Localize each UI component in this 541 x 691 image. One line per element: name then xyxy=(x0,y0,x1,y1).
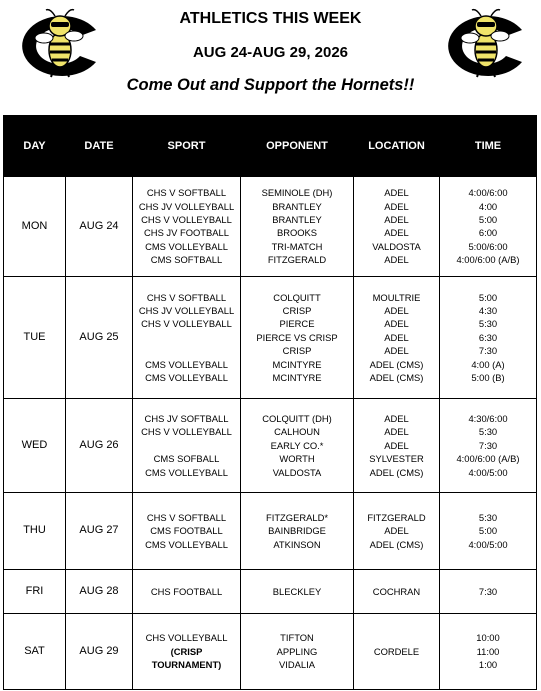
opponent-line: CALHOUN xyxy=(274,426,320,438)
time-line: 4:30 xyxy=(478,305,498,317)
opponent-lines xyxy=(266,511,328,551)
opponent-line: SEMINOLE (DH) xyxy=(261,187,333,199)
location-cell xyxy=(354,177,440,277)
time-line: 1:00 xyxy=(478,659,498,671)
sport-cell xyxy=(133,570,241,614)
col-header-day: DAY xyxy=(4,116,66,177)
sport-cell xyxy=(133,614,241,690)
col-header-sport: SPORT xyxy=(133,116,241,177)
sport-line: TOURNAMENT) xyxy=(151,659,222,671)
location-line: COCHRAN xyxy=(372,585,421,597)
location-line: SYLVESTER xyxy=(369,453,424,465)
opponent-line: COLQUITT (DH) xyxy=(262,413,332,425)
col-header-date: DATE xyxy=(66,116,133,177)
location-cell xyxy=(354,570,440,614)
sport-line: CHS V SOFTBALL xyxy=(146,187,227,199)
location-cell xyxy=(354,614,440,690)
location-line xyxy=(374,658,419,671)
time-line: 4:00/6:00 xyxy=(468,187,508,199)
date-cell: AUG 29 xyxy=(66,614,133,690)
schedule-table xyxy=(3,115,537,690)
location-line: ADEL xyxy=(384,214,409,226)
location-line xyxy=(374,631,419,644)
opponent-line: CRISP xyxy=(282,345,312,357)
slogan: Come Out and Support the Hornets!! xyxy=(126,76,415,94)
opponent-line: BAINBRIDGE xyxy=(268,525,326,537)
sport-lines xyxy=(146,631,228,671)
sport-line: CMS VOLLEYBALL xyxy=(145,240,228,252)
opponent-line: APPLING xyxy=(276,645,318,657)
sport-line: CHS FOOTBALL xyxy=(150,585,223,597)
opponent-lines xyxy=(256,291,337,385)
time-line: 4:00/5:00 xyxy=(468,466,508,478)
table-row xyxy=(4,177,537,277)
location-line: MOULTRIE xyxy=(372,291,421,303)
time-line: 5:00/6:00 xyxy=(468,240,508,252)
location-line: ADEL xyxy=(384,413,409,425)
time-cell xyxy=(440,614,537,690)
location-lines xyxy=(370,291,424,385)
sport-line: CHS V SOFTBALL xyxy=(146,291,227,303)
day-cell: THU xyxy=(4,493,66,570)
time-line: 4:00/6:00 (A/B) xyxy=(456,254,520,266)
opponent-lines xyxy=(262,412,332,479)
location-line: CORDELE xyxy=(373,645,420,657)
location-cell xyxy=(354,399,440,493)
opponent-cell xyxy=(241,399,354,493)
time-lines xyxy=(476,631,499,671)
time-line: 6:30 xyxy=(478,331,498,343)
time-line: 5:30 xyxy=(478,318,498,330)
sport-cell xyxy=(133,177,241,277)
time-cell xyxy=(440,277,537,399)
opponent-line: CRISP xyxy=(282,305,312,317)
time-line: 10:00 xyxy=(476,632,500,644)
time-line: 4:00 xyxy=(478,200,498,212)
opponent-cell xyxy=(241,177,354,277)
opponent-line: ATKINSON xyxy=(273,538,321,550)
sport-lines xyxy=(139,291,234,385)
time-line: 6:00 xyxy=(478,227,498,239)
location-line: ADEL xyxy=(384,200,409,212)
location-line: ADEL xyxy=(384,254,409,266)
time-lines xyxy=(479,585,497,598)
time-lines xyxy=(456,186,519,266)
sport-line: CHS JV VOLLEYBALL xyxy=(138,200,235,212)
opponent-line: BRANTLEY xyxy=(272,200,322,212)
page-title: ATHLETICS THIS WEEK xyxy=(179,10,362,27)
opponent-line: BLECKLEY xyxy=(272,585,322,597)
location-line: ADEL (CMS) xyxy=(369,466,424,478)
table-row xyxy=(4,570,537,614)
time-lines xyxy=(468,511,507,551)
time-lines xyxy=(471,291,504,385)
location-line: VALDOSTA xyxy=(372,240,421,252)
location-lines xyxy=(374,631,419,671)
opponent-line: VIDALIA xyxy=(279,659,315,671)
date-cell: AUG 28 xyxy=(66,570,133,614)
sport-lines xyxy=(139,186,234,266)
sport-line: CHS VOLLEYBALL xyxy=(145,632,228,644)
location-line: ADEL xyxy=(384,426,409,438)
sport-line: CMS VOLLEYBALL xyxy=(145,371,228,383)
location-line: ADEL xyxy=(384,187,409,199)
time-cell xyxy=(440,399,537,493)
day-cell: SAT xyxy=(4,614,66,690)
table-row xyxy=(4,614,537,690)
time-line: 4:00/6:00 (A/B) xyxy=(456,453,520,465)
sport-line: CMS VOLLEYBALL xyxy=(145,466,228,478)
opponent-line: PIERCE VS CRISP xyxy=(256,331,338,343)
table-row xyxy=(4,493,537,570)
time-cell xyxy=(440,177,537,277)
sport-line: CHS JV FOOTBALL xyxy=(144,227,229,239)
time-line: 5:30 xyxy=(478,426,498,438)
col-header-location: LOCATION xyxy=(354,116,440,177)
sport-lines xyxy=(151,585,222,598)
location-lines xyxy=(369,412,424,479)
day-cell: WED xyxy=(4,399,66,493)
sport-line: (CRISP xyxy=(170,645,203,657)
sport-cell xyxy=(133,493,241,570)
time-line: 4:00 (A) xyxy=(471,358,505,370)
time-line: 5:00 (B) xyxy=(471,371,505,383)
location-cell xyxy=(354,277,440,399)
location-line: ADEL (CMS) xyxy=(369,538,424,550)
opponent-line: BRANTLEY xyxy=(272,214,322,226)
time-lines xyxy=(456,412,519,479)
time-line: 5:00 xyxy=(478,291,498,303)
time-line: 5:00 xyxy=(478,214,498,226)
opponent-line: WORTH xyxy=(279,453,315,465)
date-cell: AUG 26 xyxy=(66,399,133,493)
location-line: ADEL xyxy=(384,331,409,343)
location-line: ADEL xyxy=(384,525,409,537)
location-line: FITZGERALD xyxy=(367,511,426,523)
time-line: 4:30/6:00 xyxy=(468,413,508,425)
opponent-lines xyxy=(262,186,333,266)
opponent-line: PIERCE xyxy=(279,318,315,330)
sport-line: CHS V SOFTBALL xyxy=(146,511,227,523)
date-cell: AUG 24 xyxy=(66,177,133,277)
location-line: ADEL xyxy=(384,227,409,239)
opponent-line: FITZGERALD xyxy=(267,254,327,266)
col-header-opponent: OPPONENT xyxy=(241,116,354,177)
time-cell xyxy=(440,493,537,570)
opponent-line: COLQUITT xyxy=(273,291,321,303)
page-header xyxy=(0,0,541,112)
opponent-lines xyxy=(277,631,318,671)
hornet-logo-right xyxy=(434,4,530,80)
sport-line: CMS VOLLEYBALL xyxy=(145,358,228,370)
opponent-line: TRI-MATCH xyxy=(271,240,323,252)
sport-line: CHS V VOLLEYBALL xyxy=(141,318,232,330)
location-lines xyxy=(367,511,425,551)
time-line: 5:00 xyxy=(478,525,498,537)
location-cell xyxy=(354,493,440,570)
location-line: ADEL xyxy=(384,345,409,357)
time-line: 5:30 xyxy=(478,511,498,523)
hornet-logo-left xyxy=(8,4,104,80)
col-header-time: TIME xyxy=(440,116,537,177)
time-line: 7:30 xyxy=(478,345,498,357)
location-line: ADEL xyxy=(384,305,409,317)
time-line: 4:00/5:00 xyxy=(468,538,508,550)
schedule-body xyxy=(4,177,537,690)
date-cell: AUG 27 xyxy=(66,493,133,570)
location-line: ADEL xyxy=(384,439,409,451)
time-line: 7:30 xyxy=(478,439,498,451)
location-line: ADEL xyxy=(384,318,409,330)
table-header-row xyxy=(4,116,537,177)
sport-line: CMS FOOTBALL xyxy=(150,525,223,537)
sport-line xyxy=(139,331,234,344)
sport-line: CHS V VOLLEYBALL xyxy=(141,214,232,226)
sport-cell xyxy=(133,399,241,493)
day-cell: TUE xyxy=(4,277,66,399)
opponent-line: VALDOSTA xyxy=(272,466,322,478)
sport-line: CHS JV SOFTBALL xyxy=(144,413,229,425)
date-cell: AUG 25 xyxy=(66,277,133,399)
sport-line: CMS SOFBALL xyxy=(153,453,220,465)
table-row xyxy=(4,277,537,399)
opponent-line: MCINTYRE xyxy=(272,371,322,383)
sport-line xyxy=(141,439,232,452)
sport-line: CMS VOLLEYBALL xyxy=(145,538,228,550)
opponent-cell xyxy=(241,493,354,570)
time-cell xyxy=(440,570,537,614)
date-range: AUG 24-AUG 29, 2026 xyxy=(192,44,349,61)
location-lines xyxy=(373,585,420,598)
location-lines xyxy=(372,186,421,266)
sport-line: CMS SOFTBALL xyxy=(150,254,223,266)
opponent-line: EARLY CO.* xyxy=(270,439,324,451)
opponent-line: TIFTON xyxy=(280,632,314,644)
sport-cell xyxy=(133,277,241,399)
time-line: 7:30 xyxy=(478,585,498,597)
location-line: ADEL (CMS) xyxy=(369,371,424,383)
time-line: 11:00 xyxy=(476,645,500,657)
opponent-line: FITZGERALD* xyxy=(266,511,328,523)
opponent-lines xyxy=(273,585,321,598)
sport-lines xyxy=(145,511,228,551)
opponent-line: MCINTYRE xyxy=(272,358,322,370)
table-row xyxy=(4,399,537,493)
opponent-line: BROOKS xyxy=(276,227,318,239)
day-cell: MON xyxy=(4,177,66,277)
sport-lines xyxy=(141,412,232,479)
sport-line: CHS JV VOLLEYBALL xyxy=(138,305,235,317)
sport-line xyxy=(139,344,234,357)
opponent-cell xyxy=(241,277,354,399)
opponent-cell xyxy=(241,614,354,690)
location-line: ADEL (CMS) xyxy=(369,358,424,370)
opponent-cell xyxy=(241,570,354,614)
day-cell: FRI xyxy=(4,570,66,614)
sport-line: CHS V VOLLEYBALL xyxy=(141,426,232,438)
